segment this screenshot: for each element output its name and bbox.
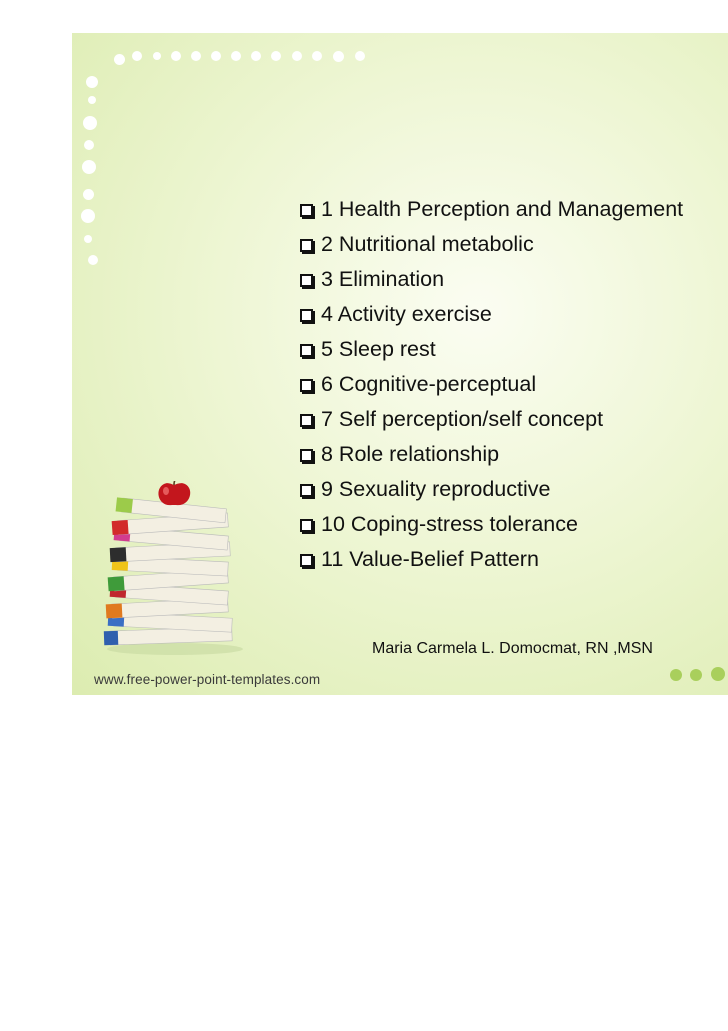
books-and-apple-image: [100, 481, 250, 656]
list-item-text: 8 Role relationship: [321, 442, 500, 466]
checkbox-square-icon: [300, 204, 313, 217]
list-item-text: 6 Cognitive-perceptual: [321, 372, 537, 396]
decorative-dot: [292, 51, 302, 61]
list-item: [300, 228, 683, 263]
pattern-list: [300, 193, 683, 578]
decorative-dot: [86, 76, 98, 88]
decorative-dot: [82, 160, 96, 174]
author-name: Maria Carmela L. Domocmat, RN ,MSN: [372, 640, 653, 657]
decorative-dot: [153, 52, 161, 60]
decorative-dot: [333, 51, 344, 62]
decorative-dot: [132, 51, 142, 61]
decorative-dot: [114, 54, 125, 65]
list-item-text: 11 Value-Belief Pattern: [321, 547, 539, 571]
list-item: [300, 543, 683, 578]
decorative-dot: [88, 255, 98, 265]
checkbox-square-icon: [300, 239, 313, 252]
list-item: [300, 403, 683, 438]
list-item-text: 3 Elimination: [321, 267, 445, 291]
list-item-text: 4 Activity exercise: [321, 302, 492, 326]
list-item: [300, 473, 683, 508]
decorative-dot: [81, 209, 95, 223]
checkbox-square-icon: [300, 484, 313, 497]
template-website: www.free-power-point-templates.com: [94, 672, 321, 687]
list-item-text: 10 Coping-stress tolerance: [321, 512, 578, 536]
decorative-dot: [251, 51, 261, 61]
decorative-dot: [312, 51, 322, 61]
decorative-dot: [711, 667, 725, 681]
checkbox-square-icon: [300, 414, 313, 427]
list-item-text: 2 Nutritional metabolic: [321, 232, 534, 256]
checkbox-square-icon: [300, 379, 313, 392]
decorative-dot: [355, 51, 365, 61]
checkbox-square-icon: [300, 274, 313, 287]
decorative-dot: [271, 51, 281, 61]
checkbox-square-icon: [300, 309, 313, 322]
checkbox-square-icon: [300, 554, 313, 567]
slide: [72, 33, 728, 695]
list-item-text: 9 Sexuality reproductive: [321, 477, 551, 501]
checkbox-square-icon: [300, 344, 313, 357]
list-item: [300, 368, 683, 403]
decorative-dot: [670, 669, 682, 681]
list-item: [300, 438, 683, 473]
list-item: [300, 263, 683, 298]
decorative-dot: [84, 140, 94, 150]
decorative-dot: [83, 189, 94, 200]
decorative-dot: [88, 96, 96, 104]
list-item: [300, 333, 683, 368]
decorative-dot: [231, 51, 241, 61]
list-item-text: 7 Self perception/self concept: [321, 407, 604, 431]
list-item-text: 5 Sleep rest: [321, 337, 436, 361]
list-item-text: 1 Health Perception and Management: [321, 197, 684, 221]
decorative-dot: [191, 51, 201, 61]
list-item: [300, 193, 683, 228]
decorative-dot: [690, 669, 702, 681]
checkbox-square-icon: [300, 519, 313, 532]
decorative-dot: [83, 116, 97, 130]
list-item: [300, 298, 683, 333]
decorative-dot: [171, 51, 181, 61]
decorative-dot: [84, 235, 92, 243]
list-item: [300, 508, 683, 543]
checkbox-square-icon: [300, 449, 313, 462]
decorative-dot: [211, 51, 221, 61]
